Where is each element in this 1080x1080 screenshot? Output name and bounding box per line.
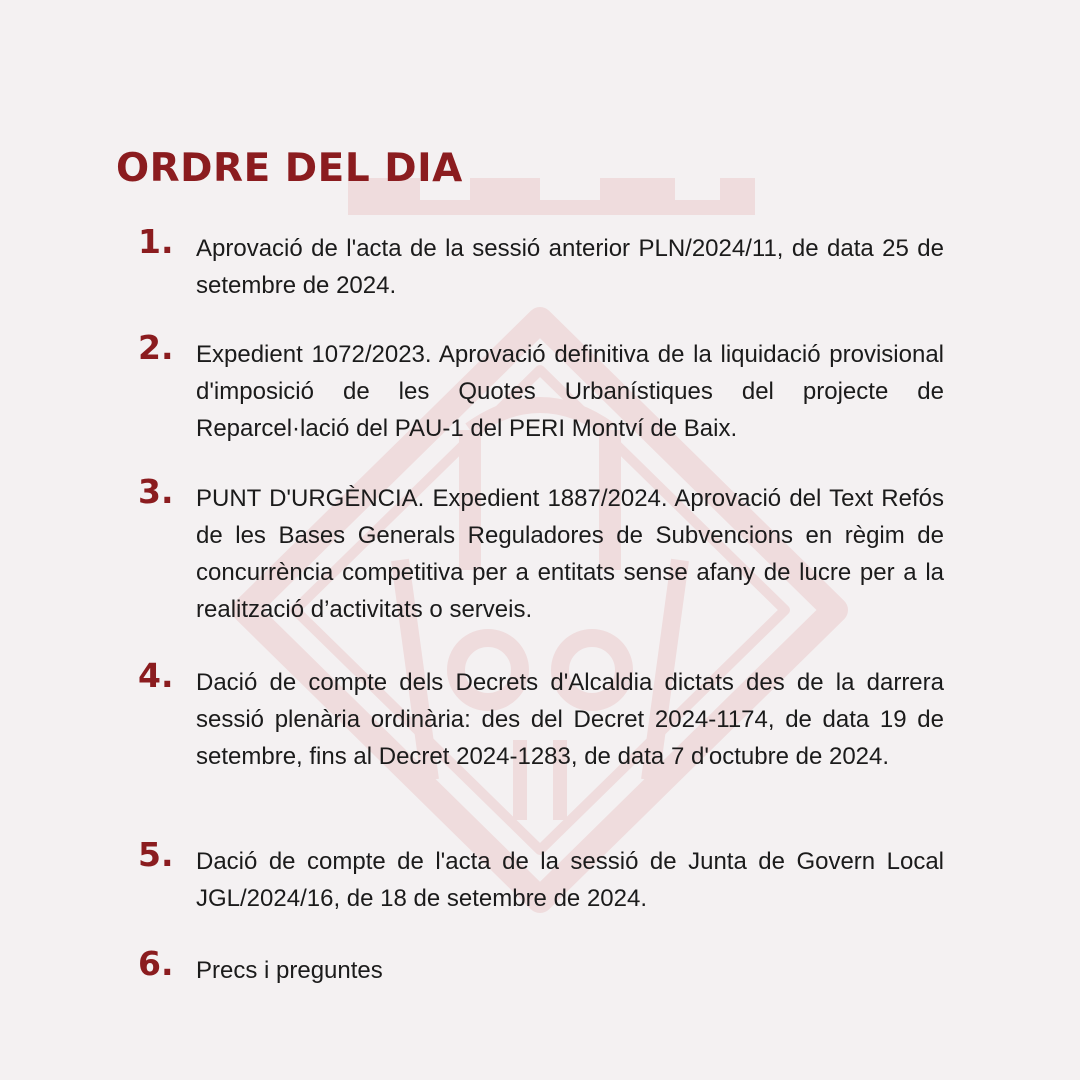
agenda-item-1 [138,222,944,304]
agenda-title: ORDRE DEL DIA [116,146,463,191]
agenda-item-number: 4. [138,656,174,695]
agenda-item-number: 3. [138,472,174,511]
agenda-item-text: Expedient 1072/2023. Aprovació definitiva de la liquidació provisional d'imposició de les Quotes Urbanístiques del projecte de Reparcel·lació del PAU-1 del PERI Montví de Baix. [196,341,944,442]
agenda-item-number: 1. [138,222,174,261]
agenda-item-text: Dació de compte dels Decrets d'Alcaldia dictats des de la darrera sessió plenària ordinària: des del Decret 2024-1174, de data 19 de setembre, fins al Decret 2024-1283, de data 7 d'octubre de 2024. [196,669,944,770]
agenda-item-text: PUNT D'URGÈNCIA. Expedient 1887/2024. Aprovació del Text Refós de les Bases Generals Reguladores de Subvencions en règim de concurrència competitiva per a entitats sense afany de lucre per a la realització d’activitats o serveis. [196,485,944,623]
agenda-item-text: Aprovació de l'acta de la sessió anterior PLN/2024/11, de data 25 de setembre de 2024. [196,235,944,299]
agenda-item-6 [138,944,944,989]
agenda-item-2 [138,328,944,447]
agenda-item-text: Precs i preguntes [196,957,383,984]
agenda-item-number: 2. [138,328,174,367]
agenda-item-4 [138,656,944,775]
agenda-item-5 [138,835,944,917]
agenda-item-3 [138,472,944,628]
agenda-item-number: 5. [138,835,174,874]
agenda-item-text: Dació de compte de l'acta de la sessió de Junta de Govern Local JGL/2024/16, de 18 de setembre de 2024. [196,848,944,912]
agenda-item-number: 6. [138,944,174,983]
